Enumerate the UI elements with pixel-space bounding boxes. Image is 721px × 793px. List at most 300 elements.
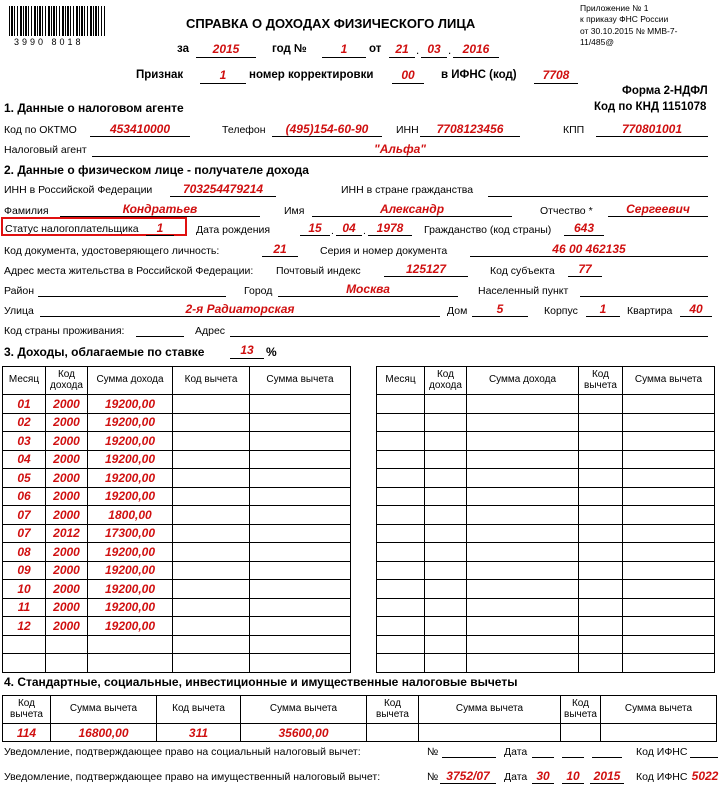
income-cell[interactable]	[173, 450, 250, 469]
income-cell[interactable]	[250, 635, 351, 654]
region-label: Код субъекта	[490, 265, 555, 277]
deduction-header-cell: Сумма вычета	[601, 696, 717, 724]
income-cell[interactable]	[467, 598, 579, 617]
income-row	[3, 635, 351, 654]
income-cell[interactable]	[467, 580, 579, 599]
report-year[interactable]: 2015	[212, 42, 240, 56]
deduction-cell[interactable]: 16800,00	[51, 724, 157, 742]
income-cell[interactable]	[173, 543, 250, 562]
agent-label: Налоговый агент	[4, 144, 87, 156]
income-cell[interactable]	[579, 395, 623, 414]
section2-title: 2. Данные о физическом лице - получателе дохода	[4, 163, 309, 177]
income-cell[interactable]	[425, 654, 467, 673]
income-cell[interactable]: 19200,00	[88, 450, 173, 469]
income-row	[3, 598, 351, 617]
income-cell[interactable]	[467, 561, 579, 580]
doc-series-label: Серия и номер документа	[320, 245, 448, 257]
income-cell[interactable]: 19200,00	[88, 395, 173, 414]
korpus-value[interactable]: 1	[599, 302, 607, 316]
income-table-left	[2, 366, 351, 673]
agent-inn-label: ИНН	[396, 124, 419, 136]
income-cell[interactable]	[377, 543, 425, 562]
income-cell[interactable]: 19200,00	[88, 598, 173, 617]
income-cell[interactable]	[425, 543, 467, 562]
income-cell[interactable]	[623, 413, 715, 432]
birth-month[interactable]: 04	[342, 221, 356, 235]
income-cell[interactable]: 2000	[46, 432, 88, 451]
locality-label: Населенный пункт	[478, 285, 569, 297]
income-cell[interactable]	[250, 432, 351, 451]
section1-title: 1. Данные о налоговом агенте	[4, 101, 184, 115]
income-cell[interactable]: 2000	[46, 413, 88, 432]
doc-code-label: Код документа, удостоверяющего личность:	[4, 245, 220, 257]
income-cell[interactable]: 19200,00	[88, 543, 173, 562]
barcode	[9, 6, 105, 36]
report-number[interactable]: 1	[340, 42, 348, 56]
income-cell[interactable]	[173, 395, 250, 414]
income-cell[interactable]	[377, 469, 425, 488]
property-ifns-value[interactable]: 5022	[691, 769, 719, 783]
citizenship-label: Гражданство (код страны)	[424, 224, 552, 236]
income-cell[interactable]	[467, 395, 579, 414]
income-row	[377, 413, 715, 432]
income-row	[377, 487, 715, 506]
income-cell[interactable]	[377, 617, 425, 636]
income-cell[interactable]: 2000	[46, 617, 88, 636]
name-value[interactable]: Александр	[379, 202, 445, 216]
social-no-label: №	[427, 746, 439, 758]
property-notice-label: Уведомление, подтверждающее право на имущественный налоговый вычет:	[4, 771, 381, 783]
country-label: Код страны проживания:	[4, 325, 125, 337]
income-row	[377, 543, 715, 562]
income-cell[interactable]	[88, 635, 173, 654]
income-cell[interactable]	[377, 450, 425, 469]
income-cell[interactable]	[623, 432, 715, 451]
income-cell[interactable]	[250, 617, 351, 636]
income-cell[interactable]	[467, 450, 579, 469]
income-cell[interactable]	[579, 413, 623, 432]
income-cell[interactable]	[425, 395, 467, 414]
deduction-header-cell: Сумма вычета	[241, 696, 367, 724]
income-row	[3, 524, 351, 543]
income-cell[interactable]	[623, 543, 715, 562]
income-cell[interactable]	[250, 598, 351, 617]
agent-value[interactable]: "Альфа"	[374, 142, 426, 156]
knd-code: Код по КНД 1151078	[594, 101, 707, 113]
form-name: Форма 2-НДФЛ	[622, 85, 708, 97]
income-cell[interactable]: 02	[3, 413, 46, 432]
income-cell[interactable]	[250, 487, 351, 506]
deduction-header-cell: Код вычета	[561, 696, 601, 724]
birth-day[interactable]: 15	[308, 221, 322, 235]
income-header-cell: Код дохода	[425, 367, 467, 395]
doc-code-value[interactable]: 21	[273, 242, 287, 256]
income-cell[interactable]: 2000	[46, 580, 88, 599]
status-label: Статус налогоплательщика	[5, 223, 139, 235]
street-value[interactable]: 2-я Радиаторская	[185, 302, 295, 316]
income-cell[interactable]	[173, 413, 250, 432]
form-title: СПРАВКА О ДОХОДАХ ФИЗИЧЕСКОГО ЛИЦА	[186, 16, 476, 31]
name-label: Имя	[284, 205, 305, 217]
income-cell[interactable]	[579, 506, 623, 525]
income-table-right	[376, 366, 715, 673]
income-cell[interactable]	[579, 617, 623, 636]
income-cell[interactable]	[46, 654, 88, 673]
income-cell[interactable]: 2000	[46, 450, 88, 469]
income-cell[interactable]	[623, 395, 715, 414]
appendix-note: Приложение № 1 к приказу ФНС России от 30.10.2015 № ММВ-7- 11/485@	[580, 3, 678, 48]
birth-label: Дата рождения	[196, 224, 271, 236]
income-cell[interactable]	[467, 432, 579, 451]
income-cell[interactable]	[579, 654, 623, 673]
social-date-label: Дата	[504, 746, 528, 758]
income-cell[interactable]	[425, 635, 467, 654]
income-row	[3, 469, 351, 488]
ifns-value[interactable]: 7708	[542, 68, 570, 82]
property-ifns-label: Код ИФНС	[636, 771, 688, 783]
income-cell[interactable]	[623, 450, 715, 469]
income-row	[377, 598, 715, 617]
income-row	[3, 413, 351, 432]
income-row	[377, 524, 715, 543]
ot-label: от	[369, 43, 382, 55]
income-header-cell: Сумма дохода	[467, 367, 579, 395]
income-cell[interactable]	[579, 635, 623, 654]
income-cell[interactable]	[623, 524, 715, 543]
report-date-year[interactable]: 2016	[462, 42, 490, 56]
property-year[interactable]: 2015	[593, 769, 621, 783]
income-cell[interactable]	[377, 506, 425, 525]
income-cell[interactable]	[467, 469, 579, 488]
income-cell[interactable]	[173, 580, 250, 599]
income-row	[377, 617, 715, 636]
income-cell[interactable]	[173, 654, 250, 673]
income-cell[interactable]: 10	[3, 580, 46, 599]
income-cell[interactable]: 2012	[46, 524, 88, 543]
priznak-value[interactable]: 1	[219, 68, 227, 82]
income-row	[377, 580, 715, 599]
income-cell[interactable]: 19200,00	[88, 469, 173, 488]
apartment-value[interactable]: 40	[689, 302, 703, 316]
postcode-value[interactable]: 125127	[405, 262, 447, 276]
income-cell[interactable]	[377, 635, 425, 654]
god-label: год №	[272, 43, 307, 55]
income-row	[3, 432, 351, 451]
income-cell[interactable]	[250, 580, 351, 599]
income-cell[interactable]	[250, 395, 351, 414]
income-header-cell: Месяц	[377, 367, 425, 395]
income-cell[interactable]: 09	[3, 561, 46, 580]
house-label: Дом	[447, 305, 468, 317]
income-cell[interactable]	[250, 654, 351, 673]
income-cell[interactable]	[623, 469, 715, 488]
income-cell[interactable]	[173, 469, 250, 488]
deduction-header-cell: Код вычета	[157, 696, 241, 724]
income-cell[interactable]	[467, 413, 579, 432]
deduction-cell[interactable]	[561, 724, 601, 742]
income-cell[interactable]	[579, 543, 623, 562]
patronymic-value[interactable]: Сергеевич	[626, 202, 690, 216]
deduction-cell[interactable]	[601, 724, 717, 742]
income-cell[interactable]: 2000	[46, 469, 88, 488]
income-cell[interactable]	[579, 598, 623, 617]
surname-label: Фамилия	[4, 205, 49, 217]
agent-inn-value[interactable]: 7708123456	[436, 122, 504, 136]
street-label: Улица	[4, 305, 34, 317]
income-cell[interactable]	[579, 524, 623, 543]
income-row	[377, 395, 715, 414]
income-cell[interactable]	[173, 617, 250, 636]
income-cell[interactable]: 19200,00	[88, 413, 173, 432]
income-cell[interactable]	[173, 506, 250, 525]
income-cell[interactable]	[250, 450, 351, 469]
kpp-value[interactable]: 770801001	[621, 122, 683, 136]
report-month[interactable]: 03	[427, 42, 441, 56]
income-cell[interactable]	[579, 580, 623, 599]
income-row	[3, 654, 351, 673]
income-cell[interactable]: 19200,00	[88, 561, 173, 580]
kpp-label: КПП	[563, 124, 585, 136]
deduction-header-cell: Код вычета	[3, 696, 51, 724]
income-cell[interactable]	[377, 561, 425, 580]
deduction-cell[interactable]: 35600,00	[241, 724, 367, 742]
income-row	[377, 450, 715, 469]
income-cell[interactable]	[250, 469, 351, 488]
deduction-cell[interactable]	[419, 724, 561, 742]
deductions-table	[2, 695, 717, 742]
income-cell[interactable]: 07	[3, 506, 46, 525]
deduction-header-cell: Сумма вычета	[51, 696, 157, 724]
inn-rf-value[interactable]: 703254479214	[182, 182, 264, 196]
income-cell[interactable]	[425, 617, 467, 636]
income-cell[interactable]	[425, 487, 467, 506]
income-cell[interactable]: 2000	[46, 395, 88, 414]
income-cell[interactable]	[425, 506, 467, 525]
section3-title: 3. Доходы, облагаемые по ставке	[4, 345, 205, 359]
income-cell[interactable]	[467, 506, 579, 525]
income-cell[interactable]	[425, 561, 467, 580]
income-cell[interactable]	[623, 598, 715, 617]
income-header-cell: Месяц	[3, 367, 46, 395]
report-day[interactable]: 21	[395, 42, 409, 56]
income-cell[interactable]	[467, 654, 579, 673]
patronymic-label: Отчество *	[540, 205, 593, 217]
income-row	[377, 432, 715, 451]
doc-series-value[interactable]: 46 00 462135	[552, 242, 626, 256]
income-cell[interactable]: 08	[3, 543, 46, 562]
income-header-cell: Код дохода	[46, 367, 88, 395]
income-cell[interactable]	[250, 543, 351, 562]
postcode-label: Почтовый индекс	[276, 265, 361, 277]
income-row	[377, 635, 715, 654]
income-cell[interactable]	[173, 524, 250, 543]
property-month[interactable]: 10	[566, 769, 580, 783]
income-cell[interactable]	[377, 432, 425, 451]
income-cell[interactable]	[425, 413, 467, 432]
income-cell[interactable]: 01	[3, 395, 46, 414]
income-cell[interactable]	[425, 432, 467, 451]
surname-value[interactable]: Кондратьев	[122, 202, 198, 216]
income-row	[3, 543, 351, 562]
deduction-value-row	[3, 724, 717, 742]
income-cell[interactable]: 17300,00	[88, 524, 173, 543]
income-cell[interactable]	[623, 580, 715, 599]
income-cell[interactable]	[250, 413, 351, 432]
income-cell[interactable]	[623, 506, 715, 525]
income-cell[interactable]	[623, 617, 715, 636]
income-cell[interactable]	[377, 654, 425, 673]
social-ifns-label: Код ИФНС	[636, 746, 688, 758]
city-value[interactable]: Москва	[346, 282, 390, 296]
income-cell[interactable]: 03	[3, 432, 46, 451]
income-row	[377, 469, 715, 488]
percent-sign: %	[266, 345, 277, 359]
income-cell[interactable]	[173, 487, 250, 506]
income-cell[interactable]	[88, 654, 173, 673]
income-cell[interactable]	[623, 654, 715, 673]
deduction-header-cell: Код вычета	[367, 696, 419, 724]
income-cell[interactable]	[377, 598, 425, 617]
income-cell[interactable]	[173, 635, 250, 654]
apartment-label: Квартира	[627, 305, 673, 317]
status-value[interactable]: 1	[156, 221, 164, 235]
rate-value[interactable]: 13	[240, 343, 254, 357]
ifns-label: в ИФНС (код)	[441, 69, 517, 81]
income-cell[interactable]	[425, 469, 467, 488]
income-header-row	[377, 367, 715, 395]
income-cell[interactable]	[46, 635, 88, 654]
income-cell[interactable]	[623, 561, 715, 580]
income-header-cell: Сумма дохода	[88, 367, 173, 395]
income-cell[interactable]	[250, 506, 351, 525]
korpus-label: Корпус	[544, 305, 578, 317]
income-cell[interactable]: 2000	[46, 506, 88, 525]
income-cell[interactable]: 19200,00	[88, 617, 173, 636]
income-row	[3, 561, 351, 580]
income-cell[interactable]: 12	[3, 617, 46, 636]
income-cell[interactable]: 19200,00	[88, 580, 173, 599]
income-cell[interactable]	[425, 598, 467, 617]
property-date-label: Дата	[504, 771, 528, 783]
oktmo-value[interactable]: 453410000	[109, 122, 171, 136]
income-cell[interactable]	[579, 561, 623, 580]
birth-year[interactable]: 1978	[376, 221, 404, 235]
income-cell[interactable]: 11	[3, 598, 46, 617]
income-row	[3, 617, 351, 636]
income-cell[interactable]	[377, 580, 425, 599]
income-cell[interactable]: 04	[3, 450, 46, 469]
inn-foreign-label: ИНН в стране гражданства	[341, 184, 474, 196]
citizenship-value[interactable]: 643	[573, 221, 595, 235]
income-cell[interactable]: 2000	[46, 487, 88, 506]
income-cell[interactable]: 2000	[46, 598, 88, 617]
income-row	[377, 561, 715, 580]
property-no-value[interactable]: 3752/07	[446, 769, 490, 783]
correction-value[interactable]: 00	[401, 68, 415, 82]
income-header-cell: Код вычета	[579, 367, 623, 395]
income-cell[interactable]	[467, 635, 579, 654]
foreign-address-label: Адрес	[195, 325, 226, 337]
income-cell[interactable]	[467, 543, 579, 562]
inn-rf-label: ИНН в Российской Федерации	[4, 184, 153, 196]
income-cell[interactable]	[377, 487, 425, 506]
income-cell[interactable]	[377, 413, 425, 432]
income-cell[interactable]	[250, 524, 351, 543]
income-cell[interactable]	[579, 487, 623, 506]
region-value[interactable]: 77	[578, 262, 592, 276]
house-value[interactable]: 5	[496, 302, 504, 316]
income-row	[3, 580, 351, 599]
income-row	[377, 506, 715, 525]
income-cell[interactable]: 07	[3, 524, 46, 543]
income-cell[interactable]	[425, 580, 467, 599]
income-cell[interactable]	[377, 395, 425, 414]
income-row	[3, 395, 351, 414]
deduction-cell[interactable]: 114	[3, 724, 51, 742]
za-label: за	[177, 43, 189, 55]
income-cell[interactable]: 2000	[46, 543, 88, 562]
income-cell[interactable]	[467, 487, 579, 506]
income-cell[interactable]	[377, 524, 425, 543]
income-cell[interactable]	[579, 432, 623, 451]
barcode-number: 3990 8018	[14, 37, 84, 47]
deduction-header-cell: Сумма вычета	[419, 696, 561, 724]
social-notice-label: Уведомление, подтверждающее право на социальный налоговый вычет:	[4, 746, 361, 758]
income-cell[interactable]	[173, 598, 250, 617]
income-row	[377, 654, 715, 673]
income-cell[interactable]	[623, 487, 715, 506]
income-cell[interactable]	[425, 524, 467, 543]
income-cell[interactable]	[173, 432, 250, 451]
income-cell[interactable]	[467, 617, 579, 636]
income-cell[interactable]: 05	[3, 469, 46, 488]
district-label: Район	[4, 285, 34, 297]
deduction-header-row	[3, 696, 717, 724]
section4-title: 4. Стандартные, социальные, инвестиционные и имущественные налоговые вычеты	[4, 675, 518, 689]
income-row	[3, 487, 351, 506]
deduction-cell[interactable]	[367, 724, 419, 742]
city-label: Город	[244, 285, 273, 297]
income-header-row	[3, 367, 351, 395]
income-cell[interactable]	[250, 561, 351, 580]
income-cell[interactable]: 19200,00	[88, 487, 173, 506]
income-header-cell: Сумма вычета	[623, 367, 715, 395]
income-cell[interactable]	[3, 654, 46, 673]
income-cell[interactable]	[173, 561, 250, 580]
income-row	[3, 506, 351, 525]
income-header-cell: Сумма вычета	[250, 367, 351, 395]
income-cell[interactable]	[425, 450, 467, 469]
income-cell[interactable]	[579, 450, 623, 469]
income-cell[interactable]	[3, 635, 46, 654]
income-row	[3, 450, 351, 469]
phone-label: Телефон	[222, 124, 266, 136]
income-cell[interactable]: 19200,00	[88, 432, 173, 451]
income-cell[interactable]	[579, 469, 623, 488]
income-cell[interactable]: 06	[3, 487, 46, 506]
income-cell[interactable]: 1800,00	[88, 506, 173, 525]
deduction-cell[interactable]: 311	[157, 724, 241, 742]
income-cell[interactable]: 2000	[46, 561, 88, 580]
income-header-cell: Код вычета	[173, 367, 250, 395]
property-no-label: №	[427, 771, 439, 783]
phone-value[interactable]: (495)154-60-90	[285, 122, 369, 136]
property-day[interactable]: 30	[536, 769, 550, 783]
income-cell[interactable]	[467, 524, 579, 543]
priznak-label: Признак	[136, 69, 184, 81]
address-label: Адрес места жительства в Российской Федерации:	[4, 265, 254, 277]
income-cell[interactable]	[623, 635, 715, 654]
